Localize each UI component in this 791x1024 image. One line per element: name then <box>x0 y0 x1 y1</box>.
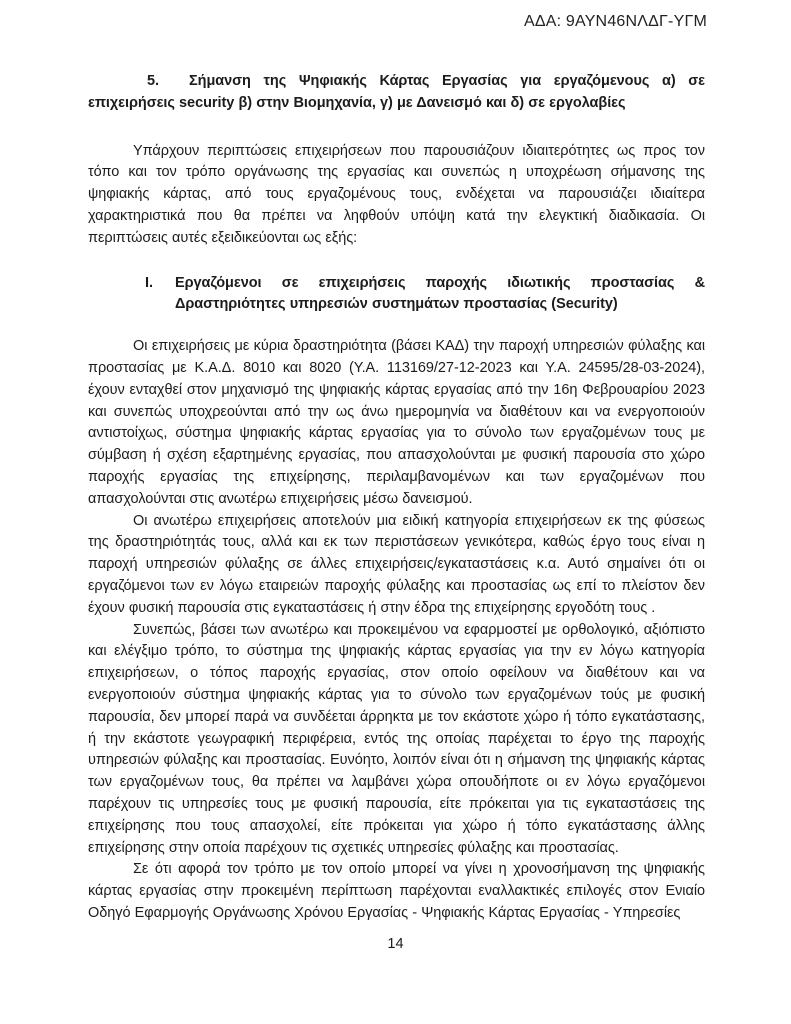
body-paragraph: Οι ανωτέρω επιχειρήσεις αποτελούν μια ειδική κατηγορία επιχειρήσεων εκ της φύσεως της δραστηριότητάς τους, αλλά και εκ των περιστάσεων γενικότερα, καθώς έργο τους είναι η παροχή υπηρεσιών φύλαξης σε άλλες επιχειρήσεις/εγκαταστάσεις κ.α. Αυτό σημαίνει ότι οι εργαζόμενοι των εν λόγω εταιρειών παροχής φύλαξης και προστασίας ως επί το πλείστον δεν έχουν φυσική παρουσία στις εγκαταστάσεις ή στην έδρα της επιχείρησης εργοδότη τους . <box>88 512 705 616</box>
section-5-number: 5. <box>147 73 159 89</box>
section-5-title: Σήμανση της Ψηφιακής Κάρτας Εργασίας για εργαζόμενους α) σε επιχειρήσεις security β) στην Βιομηχανία, γ) με Δανεισμό και δ) σε εργολαβίες <box>88 73 705 111</box>
body-paragraph: Σε ότι αφορά τον τρόπο με τον οποίο μπορεί να γίνει η χρονοσήμανση της ψηφιακής κάρτας εργασίας στην προκειμένη περίπτωση παρέχονται εναλλακτικές επιλογές στον Ενιαίο Οδηγό Εφαρμογής Οργάνωσης Χρόνου Εργασίας - Ψηφιακής Κάρτας Εργασίας - Υπηρεσίες <box>88 861 705 921</box>
section-5-heading <box>88 71 705 115</box>
subsection-1-title: Εργαζόμενοι σε επιχειρήσεις παροχής ιδιωτικής προστασίας & Δραστηριότητες υπηρεσιών συστημάτων προστασίας (Security) <box>175 274 705 313</box>
page-number: 14 <box>387 936 404 952</box>
document-content <box>88 31 705 925</box>
intro-paragraph: Υπάρχουν περιπτώσεις επιχειρήσεων που παρουσιάζουν ιδιαιτερότητες ως προς τον τόπο και τον τρόπο οργάνωσης της εργασίας και συνεπώς η υποχρέωση σήμανσης της ψηφιακής κάρτας, από τους εργαζομένους τους, ενδέχεται να παρουσιάζει ιδιαίτερα χαρακτηριστικά που θα πρέπει να ληφθούν υπόψη κατά την ελεγκτική διαδικασία. Οι περιπτώσεις αυτές εξειδικεύονται ως εξής: <box>88 142 705 246</box>
subsection-1-body <box>88 336 705 925</box>
subsection-1-numeral: I. <box>145 274 153 291</box>
body-paragraph: Συνεπώς, βάσει των ανωτέρω και προκειμένου να εφαρμοστεί με ορθολογικό, αξιόπιστο και ελέγξιμο τρόπο, το σύστημα της ψηφιακής κάρτας εργασίας για την εν λόγω κατηγορία επιχειρήσεων, ο τόπος παροχής εργασίας, στον οποίο οφείλουν να διαθέτουν και να ενεργοποιούν σύστημα ψηφιακής κάρτας για το σύνολο των εργαζομένων τούς με φυσική παρουσία, δεν μπορεί παρά να συνδέεται άρρηκτα με τον εκάστοτε χώρο ή τόπο εγκατάστασης, ή την εκάστοτε γεωγραφική περιφέρεια, εντός της οποίας παρέχεται το έργο της παροχής υπηρεσιών φύλαξης και προστασίας. Ευνόητο, λοιπόν είναι ότι η σήμανση της ψηφιακής κάρτας των εργαζομένων τους, θα πρέπει να λαμβάνει χώρα οπουδήποτε οι εν λόγω εργαζόμενοι παρέχουν τις υπηρεσίες τους με φυσική παρουσία, είτε πρόκειται για τις εγκαταστάσεις της επιχείρησης που τους απασχολεί, είτε πρόκειται για χώρο ή τόπο εγκατάστασης άλλης επιχείρησης στην οποία παρέχουν τις σχετικές υπηρεσίες φύλαξης και προστασίας. <box>88 621 705 856</box>
ada-code-header: ΑΔΑ: 9ΑΥΝ46ΝΛΔΓ-ΥΓΜ <box>523 13 707 30</box>
body-paragraph: Οι επιχειρήσεις με κύρια δραστηριότητα (βάσει ΚΑΔ) την παροχή υπηρεσιών φύλαξης και προστασίας με Κ.Α.Δ. 8010 και 8020 (Υ.Α. 113169/27-12-2023 και Υ.Α. 24595/28-03-2024), έχουν ενταχθεί στον μηχανισμό της ψηφιακής κάρτας εργασίας από την 16η Φεβρουαρίου 2023 και συνεπώς υποχρεούνται από την ως άνω ημερομηνία να διαθέτουν και να ενεργοποιούν αντιστοίχως, σύστημα ψηφιακής κάρτας εργασίας για το σύνολο των εργαζομένων τους με σύμβαση ή σχέση εξαρτημένης εργασίας, που απασχολούνται με φυσική παρουσία στο χώρο παροχής εργασίας της επιχείρησης, περιλαμβανομένων και των εργαζομένων που απασχολούνται στις ανωτέρω επιχειρήσεις μέσω δανεισμού. <box>88 338 705 507</box>
subsection-1-heading <box>145 273 705 317</box>
